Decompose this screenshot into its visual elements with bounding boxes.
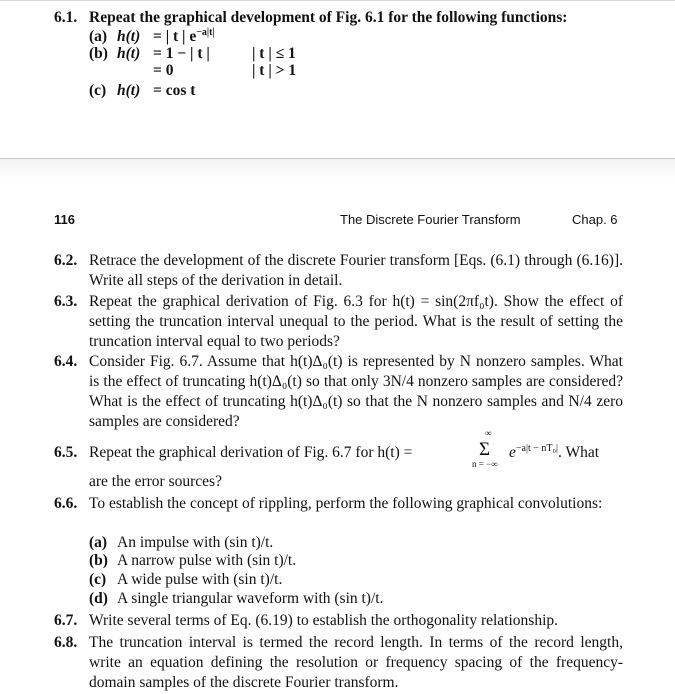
problem-6-5-text: Repeat the graphical derivation of Fig. 6.7 for h(t) = — [89, 444, 413, 461]
problem-6-8-text: The truncation interval is termed the record length. In terms of the record length, write an equation defining the resolution or frequency spacing of the frequency-domain samples of the discrete Fourier transform. — [89, 634, 623, 691]
problem-6-8-number: 6.8. — [54, 634, 78, 651]
problem-6-1-b-rhs: = 1 − | t | — [153, 45, 210, 62]
problem-6-1-text: Repeat the graphical development of Fig. 6.1 for the following functions: — [89, 9, 568, 26]
problem-6-1-a-lhs: h(t) — [117, 28, 141, 45]
problem-6-1-b2-condition: | t | > 1 — [252, 62, 297, 79]
problem-6-6-b-label: (b) — [89, 552, 108, 569]
summation-sign: Σ — [479, 439, 491, 460]
problem-6-1-c-rhs: = cos t — [153, 82, 196, 99]
problem-6-6-d-label: (d) — [89, 590, 108, 607]
problem-6-2-number: 6.2. — [54, 252, 78, 269]
problem-6-7-text: Write several terms of Eq. (6.19) to establish the orthogonality relationship. — [89, 612, 558, 629]
summation-lower-limit: n = −∞ — [472, 459, 498, 469]
problem-6-1-b-condition: | t | ≤ 1 — [252, 45, 296, 62]
problem-6-6-text: To establish the concept of rippling, perform the following graphical convolutions: — [89, 495, 603, 512]
problem-6-1-c-label: (c) — [89, 82, 107, 99]
problem-6-6-a-label: (a) — [89, 534, 108, 551]
problem-6-1-c-lhs: h(t) — [117, 82, 141, 99]
problem-6-5-continuation: are the error sources? — [89, 473, 222, 490]
problem-6-1-b2-rhs: = 0 — [153, 62, 174, 79]
summation-upper-limit: ∞ — [485, 428, 492, 438]
problem-6-3-number: 6.3. — [54, 293, 78, 310]
problem-6-1-a-rhs: = | t | $e^{-a|t|}$ — [153, 26, 215, 45]
page-top-rule — [0, 0, 675, 1]
problem-6-6-a-text: An impulse with (sin t)/t. — [117, 534, 274, 551]
problem-6-5-exponent: −a|t − nT₀| — [515, 442, 558, 454]
problem-6-1-a-exponent: −a|t| — [196, 26, 215, 38]
problem-6-6-b-text: A narrow pulse with (sin t)/t. — [117, 552, 297, 569]
page-number: 116 — [54, 212, 75, 227]
problem-6-4-number: 6.4. — [54, 353, 78, 370]
page-break — [0, 158, 675, 179]
problem-6-4-text: Consider Fig. 6.7. Assume that h(t)Δ₀(t) is represented by N nonzero samples. What is the effect of truncating h(t)Δ₀(t) so that only 3N/4 nonzero samples are considered? What is the effect of truncating h(t)Δ₀(t) so that the N nonzero samples and N/4 zero samples are considered? — [89, 353, 623, 430]
problem-6-7-number: 6.7. — [54, 612, 78, 629]
problem-6-1-b-lhs: h(t) — [117, 45, 141, 62]
problem-6-2-text: Retrace the development of the discrete Fourier transform [Eqs. (6.1) through (6.16)]. Write all steps of the derivation in detail. — [89, 252, 623, 289]
problem-6-6-d-text: A single triangular waveform with (sin t)/t. — [117, 590, 384, 607]
problem-6-1-a-label: (a) — [89, 28, 108, 45]
problem-6-1-number: 6.1. — [54, 9, 78, 26]
problem-6-5-term: $e^{-a|t - nT_0|}$. What — [509, 442, 600, 461]
problem-6-6-c-label: (c) — [89, 571, 107, 588]
problem-6-5-number: 6.5. — [54, 444, 78, 461]
problem-6-3-text: Repeat the graphical derivation of Fig. 6.3 for h(t) = sin(2πf₀t). Show the effect of setting the truncation interval unequal to the period. What is the result of setting the truncation interval equal to two periods? — [89, 293, 623, 350]
problem-6-6-c-text: A wide pulse with (sin t)/t. — [117, 571, 283, 588]
problem-6-6-number: 6.6. — [54, 495, 78, 512]
running-title: The Discrete Fourier Transform — [340, 212, 521, 227]
chapter-label: Chap. 6 — [572, 212, 618, 227]
problem-6-1-b-label: (b) — [89, 45, 108, 62]
